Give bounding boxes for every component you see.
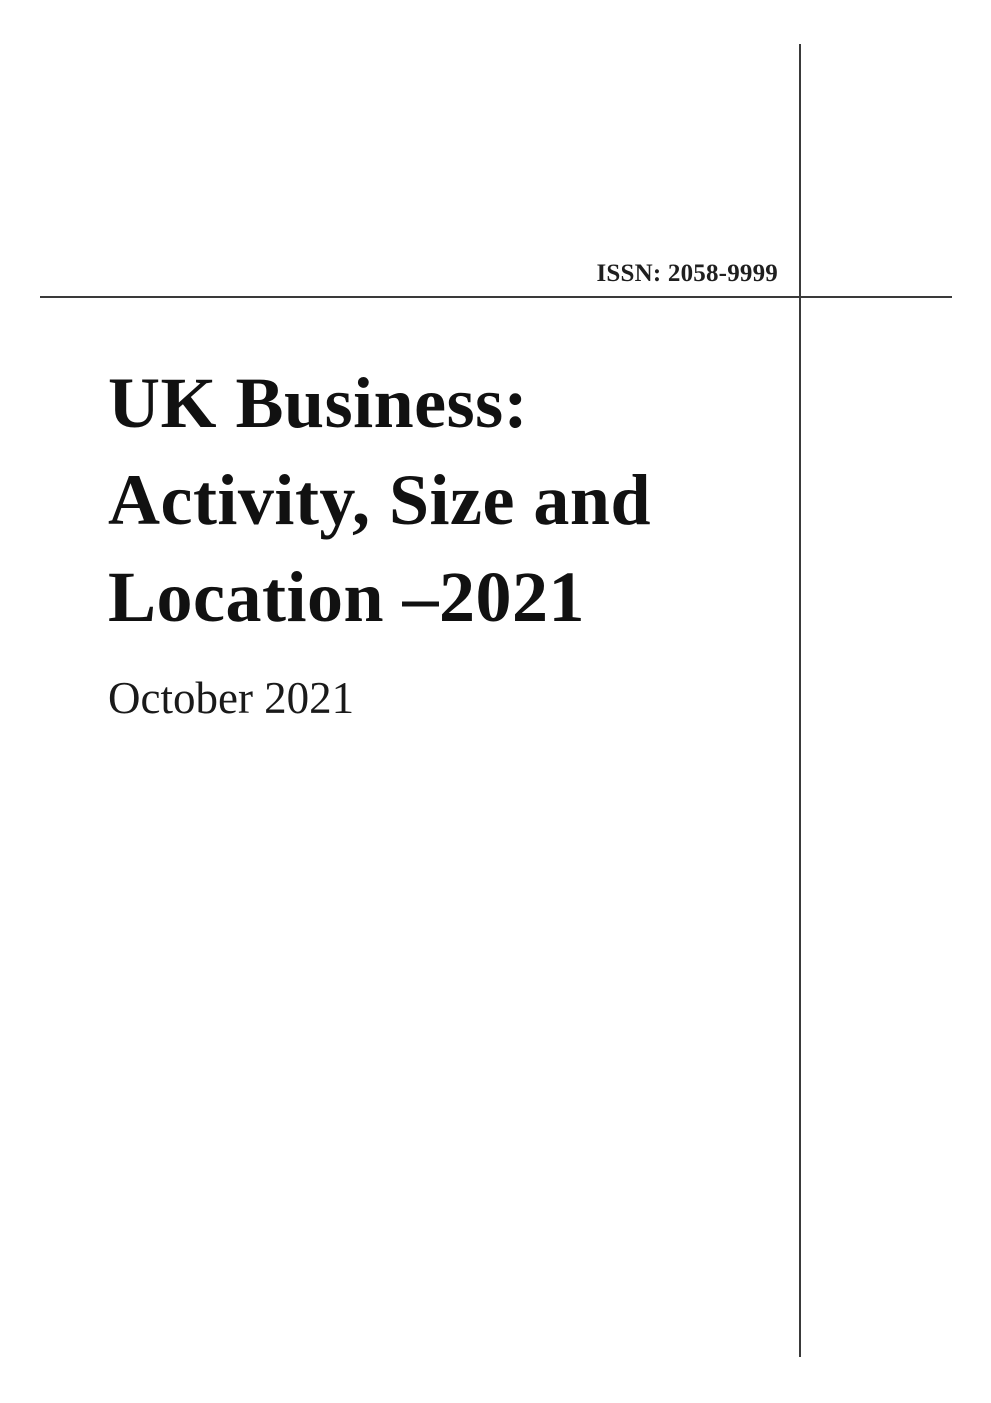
- title-line-2: Activity, Size and: [108, 460, 651, 540]
- document-title: [108, 355, 651, 646]
- publication-date: October 2021: [108, 673, 355, 723]
- issn-text: ISSN: 2058-9999: [596, 260, 778, 287]
- title-line-3: Location –2021: [108, 557, 586, 637]
- horizontal-rule: [40, 296, 952, 298]
- title-line-1: UK Business:: [108, 363, 529, 443]
- vertical-rule: [799, 44, 801, 1357]
